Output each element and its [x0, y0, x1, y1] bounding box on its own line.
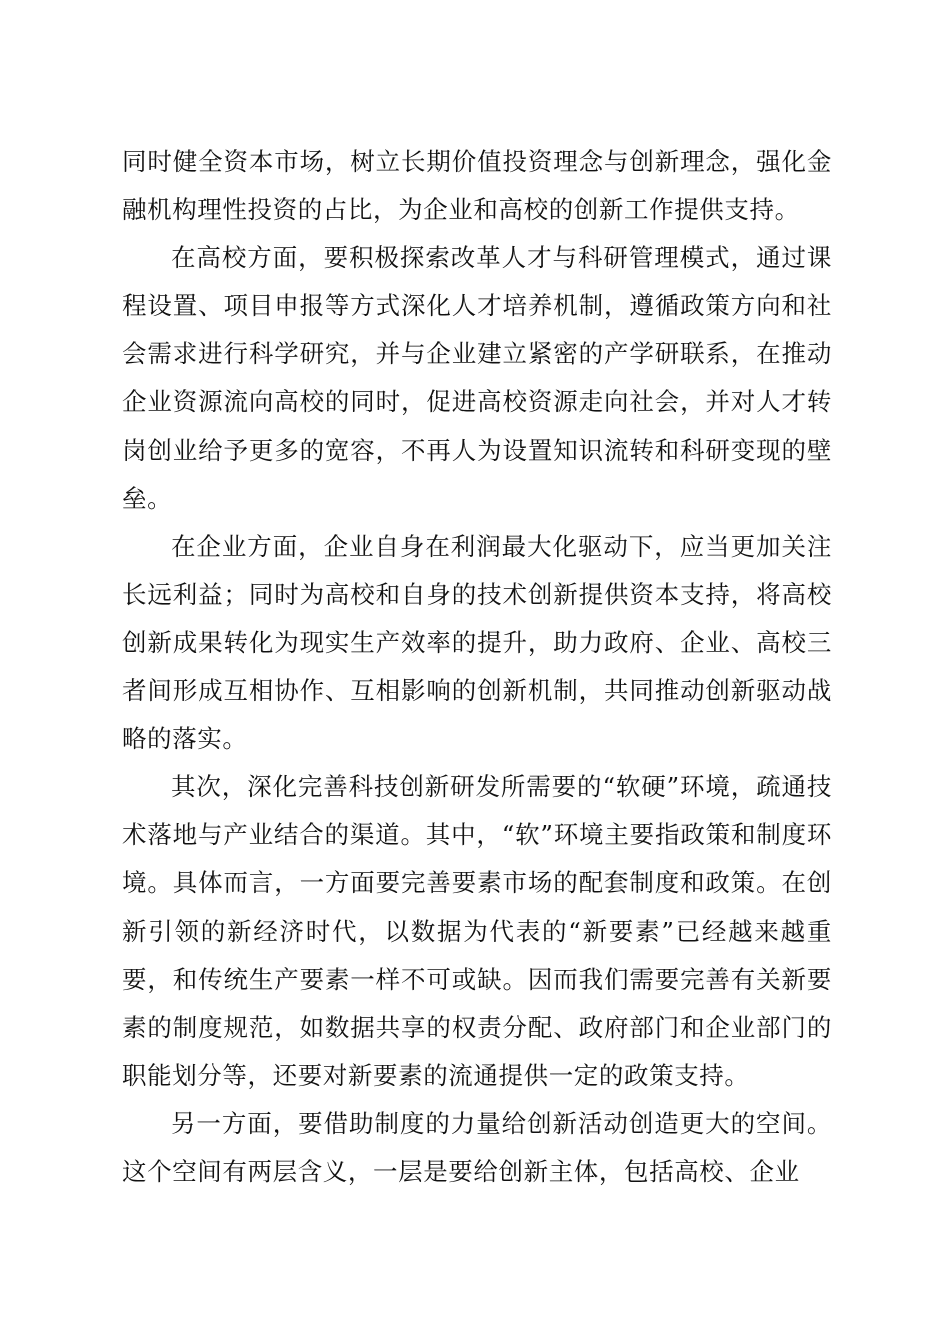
paragraph-enterprises: 在企业方面，企业自身在利润最大化驱动下，应当更加关注长远利益；同时为高校和自身的技术创新提供资本支持，将高校创新成果转化为现实生产效率的提升，助力政府、企业、高校三者间形成互相协作、互相影响的创新机制，共同推动创新驱动战略的落实。 [122, 531, 832, 754]
paragraph-institutional-space: 另一方面，要借助制度的力量给创新活动创造更大的空间。这个空间有两层含义，一层是要给创新主体，包括高校、企业 [122, 1108, 832, 1186]
paragraph-universities: 在高校方面，要积极探索改革人才与科研管理模式，通过课程设置、项目申报等方式深化人才培养机制，遵循政策方向和社会需求进行科学研究，并与企业建立紧密的产学研联系，在推动企业资源流向高校的同时，促进高校资源走向社会，并对人才转岗创业给予更多的宽容，不再人为设置知识流转和科研变现的壁垒。 [122, 243, 832, 513]
paragraph-continuation: 同时健全资本市场，树立长期价值投资理念与创新理念，强化金融机构理性投资的占比，为企业和高校的创新工作提供支持。 [122, 147, 832, 225]
paragraph-environment: 其次，深化完善科技创新研发所需要的“软硬”环境，疏通技术落地与产业结合的渠道。其中，“软”环境主要指政策和制度环境。具体而言，一方面要完善要素市场的配套制度和政策。在创新引领的新经济时代，以数据为代表的“新要素”已经越来越重要，和传统生产要素一样不可或缺。因而我们需要完善有关新要素的制度规范，如数据共享的权责分配、政府部门和企业部门的职能划分等，还要对新要素的流通提供一定的政策支持。 [122, 772, 832, 1090]
body-text [122, 138, 832, 1196]
